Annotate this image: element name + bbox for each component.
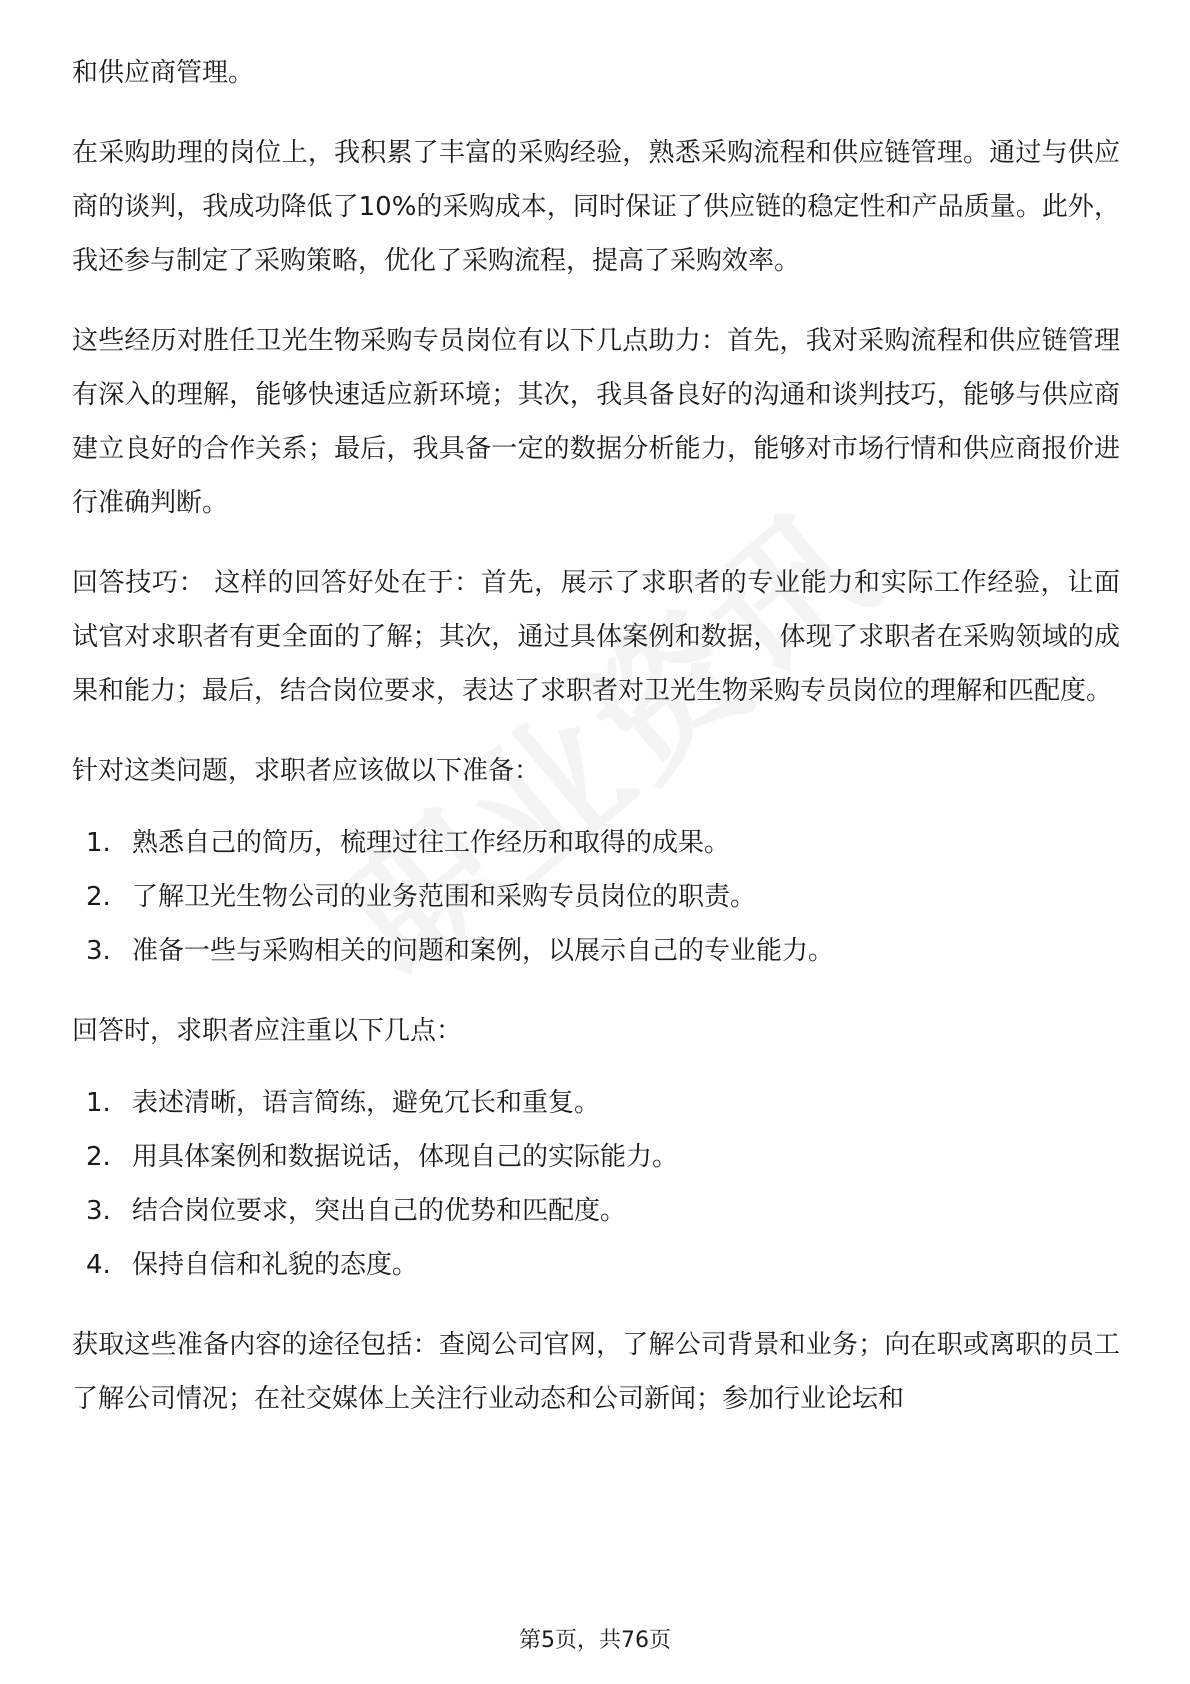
paragraph-preparation-intro: 针对这类问题，求职者应该做以下准备： — [72, 756, 541, 786]
list-number: 1. — [86, 1088, 111, 1118]
list-item — [72, 870, 1120, 924]
list-text: 保持自信和礼貌的态度。 — [132, 1250, 419, 1280]
list-text: 熟悉自己的简历，梳理过往工作经历和取得的成果。 — [132, 828, 731, 858]
page-content — [72, 46, 1120, 1426]
list-item — [72, 1184, 1120, 1238]
list-number: 3. — [86, 936, 111, 966]
list-item — [72, 1076, 1120, 1130]
list-number: 3. — [86, 1196, 111, 1226]
list-item — [72, 1130, 1120, 1184]
list-text: 准备一些与采购相关的问题和案例，以展示自己的专业能力。 — [132, 936, 835, 966]
paragraph-help: 这些经历对胜任卫光生物采购专员岗位有以下几点助力：首先，我对采购流程和供应链管理有深入的理解，能够快速适应新环境；其次，我具备良好的沟通和谈判技巧，能够与供应商建立良好的合作关系；最后，我具备一定的数据分析能力，能够对市场行情和供应商报价进行准确判断。 — [72, 326, 1120, 518]
list-item — [72, 1238, 1120, 1292]
list-text: 结合岗位要求，突出自己的优势和匹配度。 — [132, 1196, 627, 1226]
list-number: 2. — [86, 1142, 111, 1172]
paragraph-answer-tips: 回答技巧： 这样的回答好处在于：首先，展示了求职者的专业能力和实际工作经验，让面试官对求职者有更全面的了解；其次，通过具体案例和数据，体现了求职者在采购领域的成果和能力；最后，结合岗位要求，表达了求职者对卫光生物采购专员岗位的理解和匹配度。 — [72, 568, 1120, 706]
list-text: 了解卫光生物公司的业务范围和采购专员岗位的职责。 — [132, 882, 757, 912]
list-text: 表述清晰，语言简练，避免冗长和重复。 — [132, 1088, 601, 1118]
list-number: 2. — [86, 882, 111, 912]
answer-focus-list — [72, 1076, 1120, 1292]
paragraph-experience: 在采购助理的岗位上，我积累了丰富的采购经验，熟悉采购流程和供应链管理。通过与供应商的谈判，我成功降低了10%的采购成本，同时保证了供应链的稳定性和产品质量。此外，我还参与制定了采购策略，优化了采购流程，提高了采购效率。 — [72, 138, 1120, 276]
list-number: 1. — [86, 828, 111, 858]
page-number-footer: 第5页，共76页 — [519, 1628, 671, 1653]
preparation-list — [72, 816, 1120, 978]
list-text: 用具体案例和数据说话，体现自己的实际能力。 — [132, 1142, 679, 1172]
list-item — [72, 924, 1120, 978]
list-item — [72, 816, 1120, 870]
paragraph-sources: 获取这些准备内容的途径包括：查阅公司官网，了解公司背景和业务；向在职或离职的员工了解公司情况；在社交媒体上关注行业动态和公司新闻；参加行业论坛和 — [72, 1330, 1120, 1414]
list-number: 4. — [86, 1250, 111, 1280]
paragraph-continuation: 和供应商管理。 — [72, 58, 255, 88]
paragraph-answer-focus-intro: 回答时，求职者应注重以下几点： — [72, 1016, 463, 1046]
